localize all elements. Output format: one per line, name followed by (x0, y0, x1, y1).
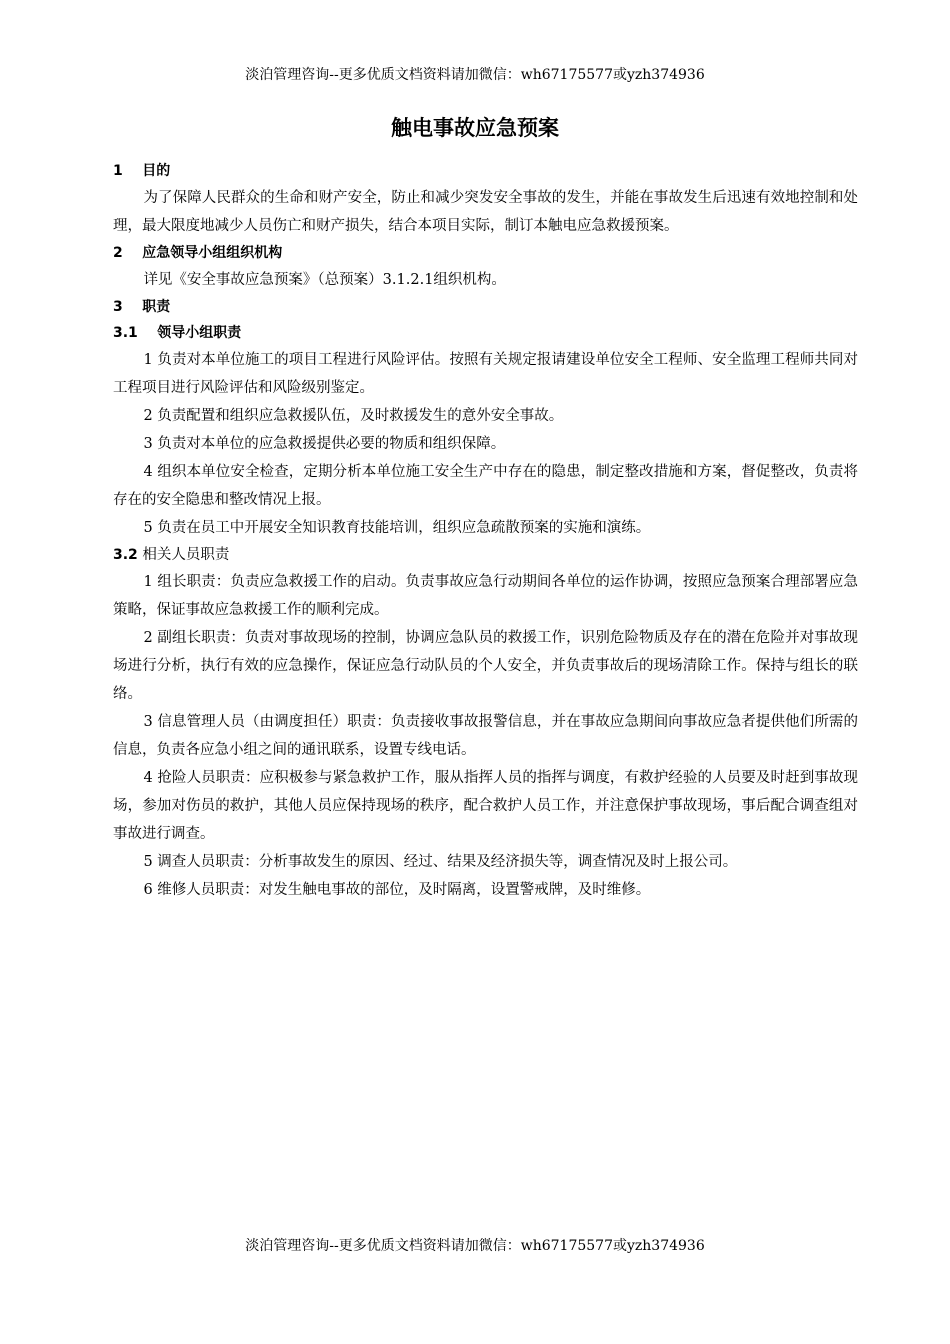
section-3-2-item: 1 组长职责：负责应急救援工作的启动。负责事故应急行动期间各单位的运作协调，按照应急预案合理部署应急策略，保证事故应急救援工作的顺利完成。 (113, 574, 858, 618)
section-3-1-item: 2 负责配置和组织应急救援队伍，及时救援发生的意外安全事故。 (143, 408, 564, 424)
section-3-2-heading (113, 542, 858, 568)
section-3-2-item: 4 抢险人员职责：应积极参与紧急救护工作，服从指挥人员的指挥与调度，有救护经验的人员要及时赶到事故现场，参加对伤员的救护，其他人员应保持现场的秩序，配合救护人员工作，并注意保护事故现场，事后配合调查组对事故进行调查。 (113, 770, 858, 842)
section-3-2-title: 相关人员职责 (137, 547, 230, 563)
section-3-1-item: 3 负责对本单位的应急救援提供必要的物质和组织保障。 (143, 436, 506, 452)
section-3-1-item: 4 组织本单位安全检查，定期分析本单位施工安全生产中存在的隐患，制定整改措施和方案，督促整改，负责将存在的安全隐患和整改情况上报。 (113, 464, 858, 508)
section-3-1-item: 5 负责在员工中开展安全知识教育技能培训，组织应急疏散预案的实施和演练。 (143, 520, 651, 536)
section-3-2-item: 6 维修人员职责：对发生触电事故的部位，及时隔离，设置警戒牌，及时维修。 (143, 882, 651, 898)
section-2-paragraph: 详见《安全事故应急预案》（总预案）3.1.2.1组织机构。 (143, 272, 506, 288)
section-2-heading: 2 应急领导小组组织机构 (113, 245, 283, 261)
page-header: 淡泊管理咨询--更多优质文档资料请加微信：wh67175577或yzh374936 (245, 67, 705, 83)
section-3-2-item: 2 副组长职责：负责对事故现场的控制，协调应急队员的救援工作，识别危险物质及存在的潜在危险并对事故现场进行分析，执行有效的应急操作，保证应急行动队员的个人安全，并负责事故后的现场清除工作。保持与组长的联络。 (113, 630, 858, 702)
section-3-2-item: 3 信息管理人员（由调度担任）职责：负责接收事故报警信息，并在事故应急期间向事故应急者提供他们所需的信息，负责各应急小组之间的通讯联系，设置专线电话。 (113, 714, 858, 758)
section-3-1-item: 1 负责对本单位施工的项目工程进行风险评估。按照有关规定报请建设单位安全工程师、安全监理工程师共同对工程项目进行风险评估和风险级别鉴定。 (113, 352, 858, 396)
section-1-paragraph: 为了保障人民群众的生命和财产安全，防止和减少突发安全事故的发生，并能在事故发生后迅速有效地控制和处理，最大限度地减少人员伤亡和财产损失，结合本项目实际，制订本触电应急救援预案。 (113, 190, 858, 234)
section-3-2-item: 5 调查人员职责：分析事故发生的原因、经过、结果及经济损失等，调查情况及时上报公司。 (143, 854, 738, 870)
page-footer: 淡泊管理咨询--更多优质文档资料请加微信：wh67175577或yzh374936 (245, 1238, 705, 1254)
document-title: 触电事故应急预案 (391, 116, 559, 140)
document-body (113, 158, 858, 904)
section-3-1-heading: 3.1 领导小组职责 (113, 325, 242, 341)
section-1-heading: 1 目的 (113, 163, 171, 179)
section-3-heading: 3 职责 (113, 299, 171, 315)
section-3-2-number: 3.2 (113, 547, 138, 563)
